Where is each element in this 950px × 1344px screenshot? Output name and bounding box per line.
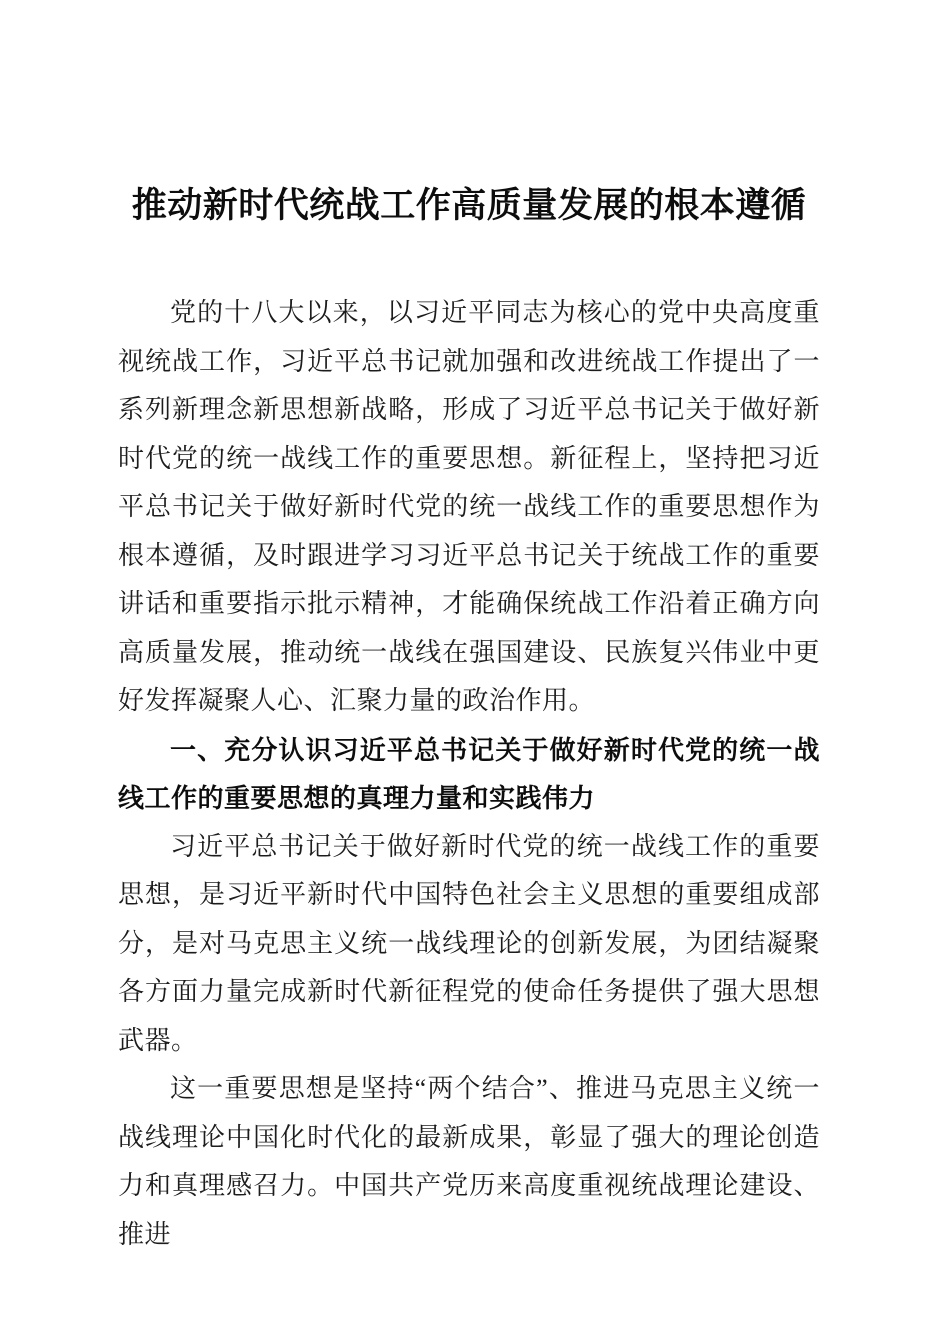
section-heading-1: 一、充分认识习近平总书记关于做好新时代党的统一战线工作的重要思想的真理力量和实践伟力 xyxy=(118,734,820,813)
body-paragraph-3: 这一重要思想是坚持“两个结合”、推进马克思主义统一战线理论中国化时代化的最新成果，彰显了强大的理论创造力和真理感召力。中国共产党历来高度重视统战理论建设、推进 xyxy=(118,1074,820,1249)
document-title: 推动新时代统战工作高质量发展的根本遵循 xyxy=(131,186,807,225)
body-paragraph-1: 党的十八大以来，以习近平同志为核心的党中央高度重视统战工作，习近平总书记就加强和改进统战工作提出了一系列新理念新思想新战略，形成了习近平总书记关于做好新时代党的统一战线工作的重要思想。新征程上，坚持把习近平总书记关于做好新时代党的统一战线工作的重要思想作为根本遵循，及时跟进学习习近平总书记关于统战工作的重要讲话和重要指示批示精神，才能确保统战工作沿着正确方向高质量发展，推动统一战线在强国建设、民族复兴伟业中更好发挥凝聚人心、汇聚力量的政治作用。 xyxy=(118,298,820,715)
document-content xyxy=(0,182,950,1259)
body-paragraph-2: 习近平总书记关于做好新时代党的统一战线工作的重要思想，是习近平新时代中国特色社会主义思想的重要组成部分，是对马克思主义统一战线理论的创新发展，为团结凝聚各方面力量完成新时代新征程党的使命任务提供了强大思想武器。 xyxy=(118,831,820,1055)
